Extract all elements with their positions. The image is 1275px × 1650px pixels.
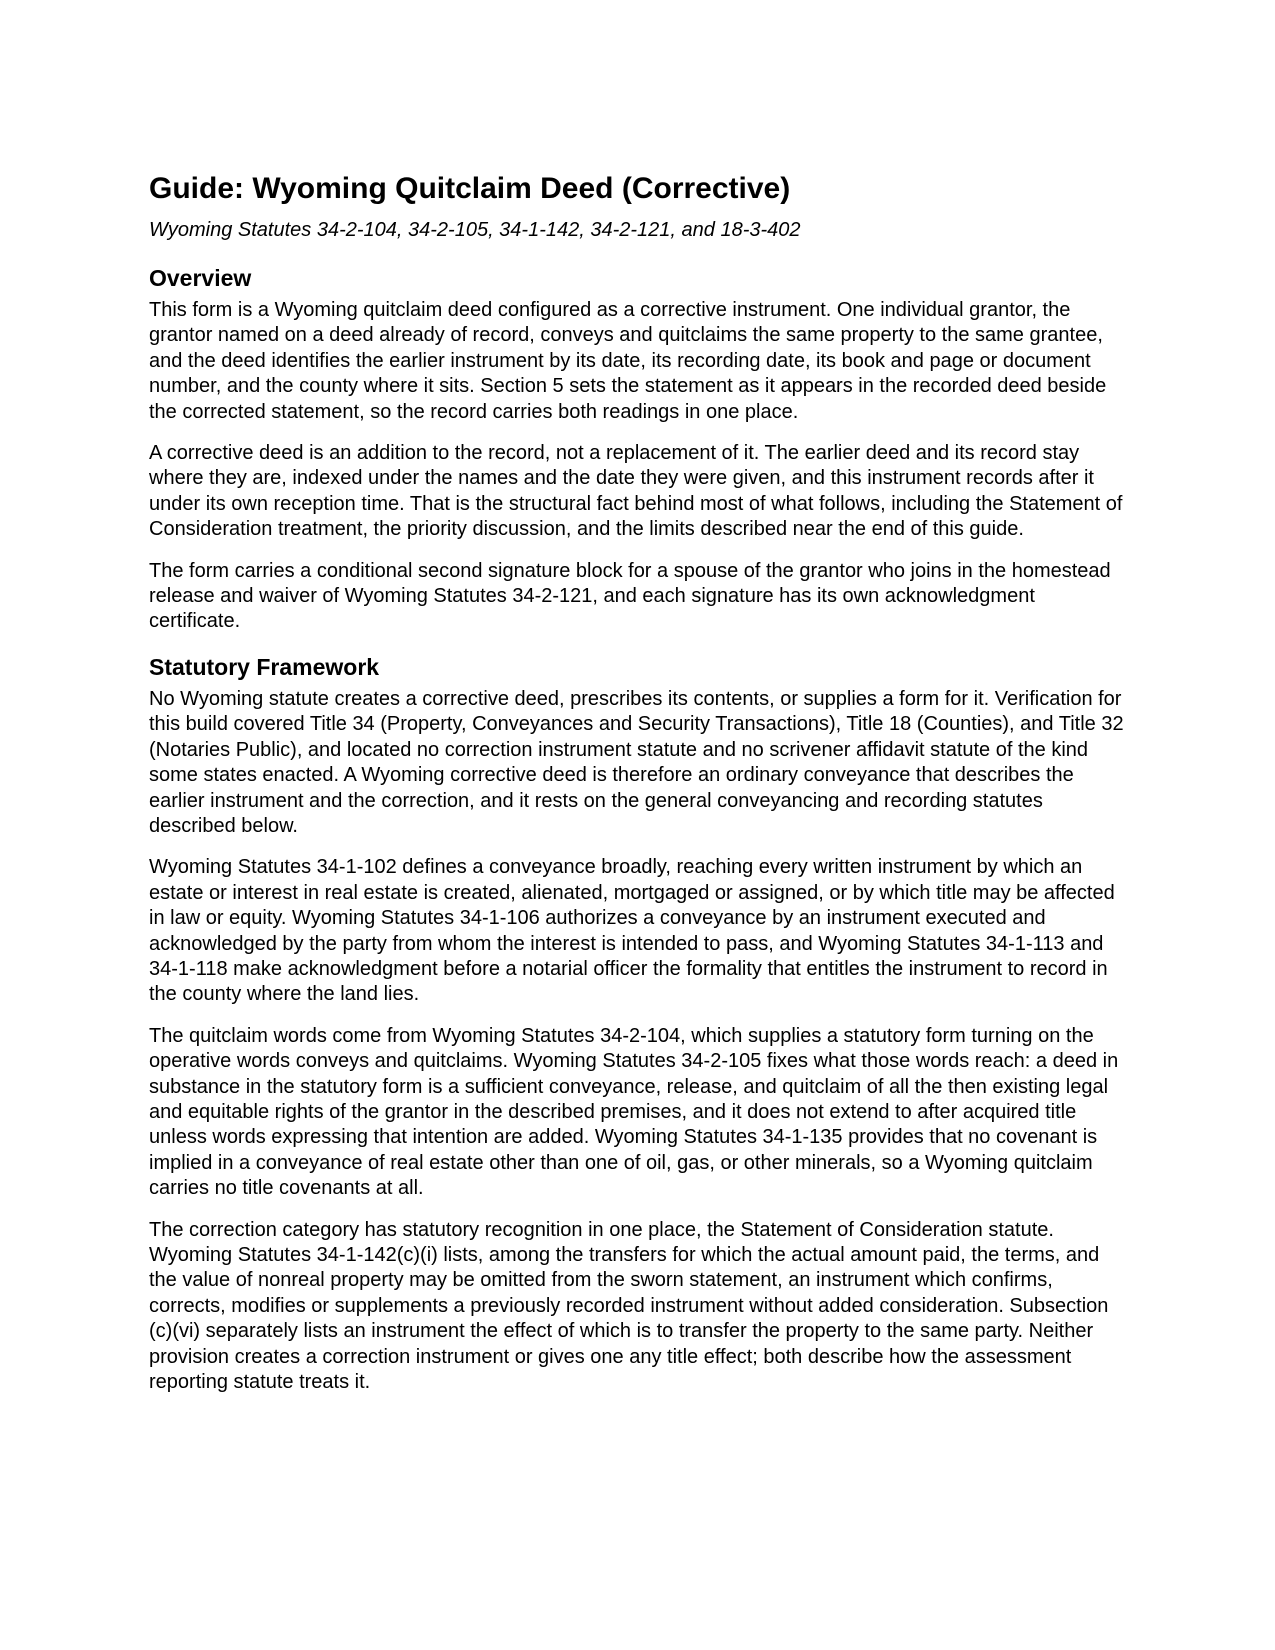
document-title: Guide: Wyoming Quitclaim Deed (Corrective) — [149, 172, 791, 205]
section-statutory-framework — [149, 653, 1129, 1396]
paragraph: No Wyoming statute creates a corrective deed, prescribes its contents, or supplies a form for it. Verification for this build covered Title 34 (Property, Conveyances and Security Transactions), Title 18 (Counties), and Title 32 (Notaries Public), and located no correction instrument statute and no scrivener affidavit statute of the kind some states enacted. A Wyoming corrective deed is therefore an ordinary conveyance that describes the earlier instrument and the correction, and it rests on the general conveyancing and recording statutes described below. — [149, 687, 1124, 837]
section-heading: Overview — [149, 265, 252, 291]
paragraph: The correction category has statutory recognition in one place, the Statement of Consideration statute. Wyoming Statutes 34-1-142(c)(i) lists, among the transfers for which the actual amount paid, the terms, and the value of nonreal property may be omitted from the sworn statement, an instrument which confirms, corrects, modifies or supplements a previously recorded instrument without added consideration. Subsection (c)(vi) separately lists an instrument the effect of which is to transfer the property to the same party. Neither provision creates a correction instrument or gives one any title effect; both describe how the assessment reporting statute treats it. — [149, 1218, 1109, 1394]
section-heading: Statutory Framework — [149, 653, 380, 680]
document-subtitle: Wyoming Statutes 34-2-104, 34-2-105, 34-1-142, 34-2-121, and 18-3-402 — [149, 219, 801, 241]
paragraph: This form is a Wyoming quitclaim deed configured as a corrective instrument. One individual grantor, the grantor named on a deed already of record, conveys and quitclaims the same property to the same grantee, and the deed identifies the earlier instrument by its date, its recording date, its book and page or document number, and the county where it sits. Section 5 sets the statement as it appears in the recorded deed beside the corrected statement, so the record carries both readings in one place. — [149, 299, 1107, 423]
section-overview — [149, 264, 1129, 635]
paragraph: Wyoming Statutes 34-1-102 defines a conveyance broadly, reaching every written instrument by which an estate or interest in real estate is created, alienated, mortgaged or assigned, or by which title may be affected in law or equity. Wyoming Statutes 34-1-106 authorizes a conveyance by an instrument executed and acknowledged by the party from whom the interest is intended to pass, and Wyoming Statutes 34-1-113 and 34-1-118 make acknowledgment before a notarial officer the formality that entitles the instrument to record in the county where the land lies. — [149, 856, 1115, 1006]
paragraph: The quitclaim words come from Wyoming Statutes 34-2-104, which supplies a statutory form turning on the operative words conveys and quitclaims. Wyoming Statutes 34-2-105 fixes what those words reach: a deed in substance in the statutory form is a sufficient conveyance, release, and quitclaim of all the then existing legal and equitable rights of the grantor in the described premises, and it does not extend to after acquired title unless words expressing that intention are added. Wyoming Statutes 34-1-135 provides that no covenant is implied in a conveyance of real estate other than one of oil, gas, or other minerals, so a Wyoming quitclaim carries no title covenants at all. — [149, 1024, 1119, 1200]
document-page — [149, 170, 1129, 1395]
paragraph: The form carries a conditional second signature block for a spouse of the grantor who joins in the homestead release and waiver of Wyoming Statutes 34-2-121, and each signature has its own acknowledgment certificate. — [149, 559, 1111, 633]
paragraph: A corrective deed is an addition to the record, not a replacement of it. The earlier deed and its record stay where they are, indexed under the names and the date they were given, and this instrument records after it under its own reception time. That is the structural fact behind most of what follows, including the Statement of Consideration treatment, the priority discussion, and the limits described near the end of this guide. — [149, 442, 1123, 541]
